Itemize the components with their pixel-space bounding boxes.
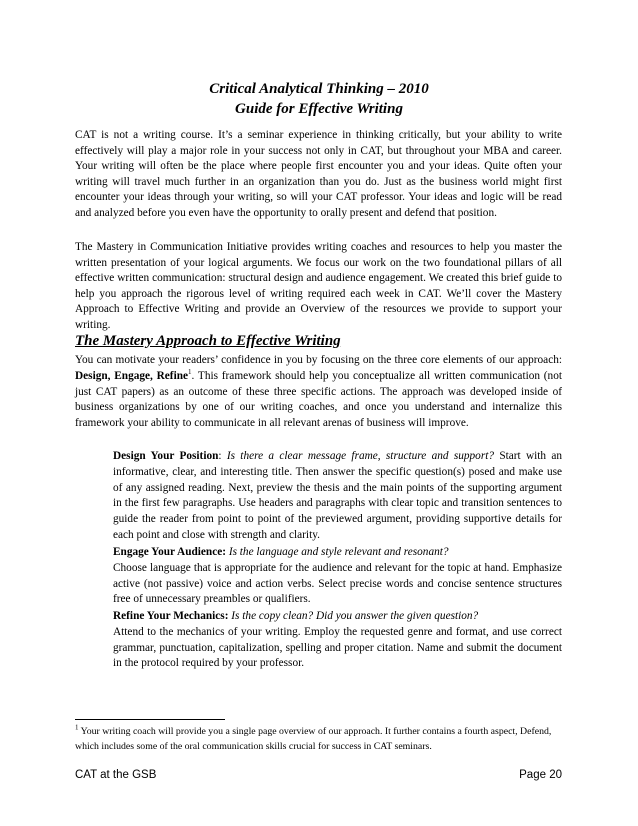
item-label: Engage Your Audience: xyxy=(113,546,226,558)
core-elements: Design, Engage, Refine xyxy=(75,369,189,382)
item-question: Is the language and style relevant and resonant? xyxy=(228,546,449,558)
refine-mechanics-item xyxy=(113,609,562,672)
approach-paragraph xyxy=(75,353,562,432)
footnote-text: Your writing coach will provide you a single page overview of our approach. It further contains a fourth aspect, Defend, which includes some of the oral communication skills crucial for success in CAT seminars. xyxy=(75,726,552,752)
engage-audience-item xyxy=(113,545,562,608)
footnote xyxy=(75,724,562,754)
footnote-divider xyxy=(75,719,225,720)
approach-text-after: . This framework should help you conceptualize all written communication (not just CAT papers) as an outcome of these three specific actions. The approach was developed inside of business organizations by one of our writing coaches, and once you understand and internalize this framework your ability to communicate in all relevant arenas of business will improve. xyxy=(75,369,562,430)
document-title-line-1: Critical Analytical Thinking – 2010 xyxy=(209,81,429,97)
item-text: Start with an informative, clear, and interesting title. Then answer the specific question(s) posed and make use of any assigned reading. Next, preview the thesis and the main points of the supporting argument in the first few paragraphs. Use headers and paragraphs with clear topic and transition sentences to guide the reader from point to point of the previewed argument, providing supportive details for each point and close with strength and clarity. xyxy=(113,450,563,541)
item-question: Is the copy clean? Did you answer the given question? xyxy=(231,610,479,622)
item-label: Design Your Position xyxy=(113,450,219,462)
footer-left-text: CAT at the GSB xyxy=(75,769,157,781)
document-title-line-2: Guide for Effective Writing xyxy=(235,101,403,117)
approach-text-before: You can motivate your readers’ confidence in you by focusing on the three core elements of our approach: xyxy=(75,354,562,366)
item-label: Refine Your Mechanics: xyxy=(113,610,229,622)
footnote-marker: 1 xyxy=(75,723,79,732)
intro-paragraph: CAT is not a writing course. It’s a seminar experience in thinking critically, but your ability to write effectively will play a major role in your success not only in CAT, but throughout your MBA and career. Your writing will often be the place where people first encounter you and your ideas. Quite often your writing will travel much further in an organization than you do. Just as the business world might first encounter your ideas through your writing, so will your CAT professor. Your ideas and logic will be read and analyzed before you even have the opportunity to orally present and defend that position. xyxy=(75,129,562,219)
section-heading: The Mastery Approach to Effective Writing xyxy=(75,333,341,349)
item-text: Choose language that is appropriate for the audience and relevant for the topic at hand. Emphasize active (not passive) voice and action verbs. Select precise words and concise sentence structures free of unnecessary preambles or qualifiers. xyxy=(113,561,562,606)
mastery-initiative-paragraph: The Mastery in Communication Initiative provides writing coaches and resources to help you master the written presentation of your logical arguments. We focus our work on the two foundational pillars of all effective written communication: structural design and audience engagement. We created this brief guide to help you approach the rigorous level of writing required each week in CAT. We’ll cover the Mastery Approach to Effective Writing and provide an Overview of the resources we provide to support your writing. xyxy=(75,241,562,331)
design-position-item: Design Your Position: Is there a clear message frame, structure and support? Start with an informative, clear, and interesting title. Then answer the specific question(s) posed and make use of any assigned reading. Next, preview the thesis and the main points of the supporting argument in the first few paragraphs. Use headers and paragraphs with clear topic and transition sentences to guide the reader from point to point of the previewed argument, providing supportive details for each point and close with strength and clarity. xyxy=(113,450,563,541)
page-number: Page 20 xyxy=(519,769,562,781)
footnote-reference[interactable]: 1 xyxy=(188,368,192,377)
item-text: Attend to the mechanics of your writing. Employ the requested genre and format, and use correct grammar, punctuation, capitalization, spelling and proper citation. Name and submit the document in the protocol required by your professor. xyxy=(113,625,562,670)
item-question: Is there a clear message frame, structure and support? xyxy=(226,450,495,462)
